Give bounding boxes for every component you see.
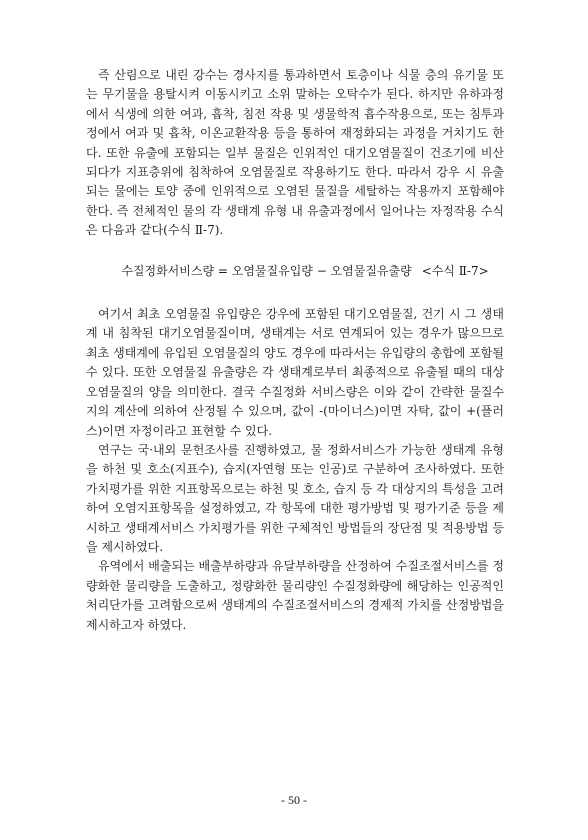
paragraph-pollutant-inflow: 여기서 최초 오염물질 유입량은 강우에 포함된 대기오염물질, 건기 시 그 생태계 내 침착된 대기오염물질이며, 생태계는 서로 연계되어 있는 경우가 많으므로 최초 생태계에 유입된 오염물질의 양도 경우에 따라서는 유입량의 총합에 포함될 수 있다. 또한 오염물질 유출량은 각 생태계로부터 최종적으로 유출될 때의 대상 오염물질의 양을 의미한다. 결국 수질정화 서비스량은 이와 같이 간략한 물질수지의 계산에 의하여 산정될 수 있으며, 값이 -(마이너스)이면 자탁, 값이 +(플러스)이면 자정이라고 표현할 수 있다.	[86, 307, 504, 438]
paragraph-runoff-purification: 즉 산림으로 내린 강수는 경사지를 통과하면서 토층이나 식물 층의 유기물 또는 무기물을 용탈시켜 이동시키고 소위 말하는 오탁수가 된다. 하지만 유하과정에서 식생에 의한 여과, 흡착, 침전 작용 및 생물학적 흡수작용으로, 또는 침투과정에서 여과 및 흡착, 이온교환작용 등을 통하여 재정화되는 과정을 거치기도 한다. 또한 유출에 포함되는 일부 물질은 인위적인 대기오염물질이 건조기에 비산되다가 지표층위에 침착하여 오염물질로 작용하기도 한다. 따라서 강우 시 유출되는 물에는 토양 중에 인위적으로 오염된 물질을 세탈하는 작용까지 포함해야 한다. 즉 전체적인 물의 각 생태계 유형 내 유출과정에서 일어나는 자정작용 수식은 다음과 같다(수식 Ⅱ-7).	[86, 68, 504, 238]
page-number: - 50 -	[281, 793, 307, 807]
paragraph-valuation: 유역에서 배출되는 배출부하량과 유달부하량을 산정하여 수질조절서비스를 정량화한 물리량을 도출하고, 정량화한 물리량인 수질정화량에 해당하는 인공적인 처리단가를 고려함으로써 생태계의 수질조절서비스의 경제적 가치를 산정방법을 제시하고자 하였다.	[86, 559, 504, 632]
equation-text: 수질정화서비스량 = 오염물질유입량 − 오염물질유출량	[121, 263, 412, 278]
paragraph-research-method: 연구는 국·내외 문헌조사를 진행하였고, 물 정화서비스가 가능한 생태계 유형을 하천 및 호소(지표수), 습지(자연형 또는 인공)로 구분하여 조사하였다. 또한 가치평가를 위한 지표항목으로는 하천 및 호소, 습지 등 각 대상지의 특성을 고려하여 오염지표항목을 설정하였고, 각 항목에 대한 평가방법 및 평가기준 등을 제시하고 생태계서비스 가치평가를 위한 구체적인 방법들의 장단점 및 적용방법 등을 제시하였다.	[86, 442, 504, 554]
equation-label: <수식 Ⅱ-7>	[421, 263, 489, 278]
body-text	[86, 66, 504, 635]
equation-block	[86, 262, 504, 281]
